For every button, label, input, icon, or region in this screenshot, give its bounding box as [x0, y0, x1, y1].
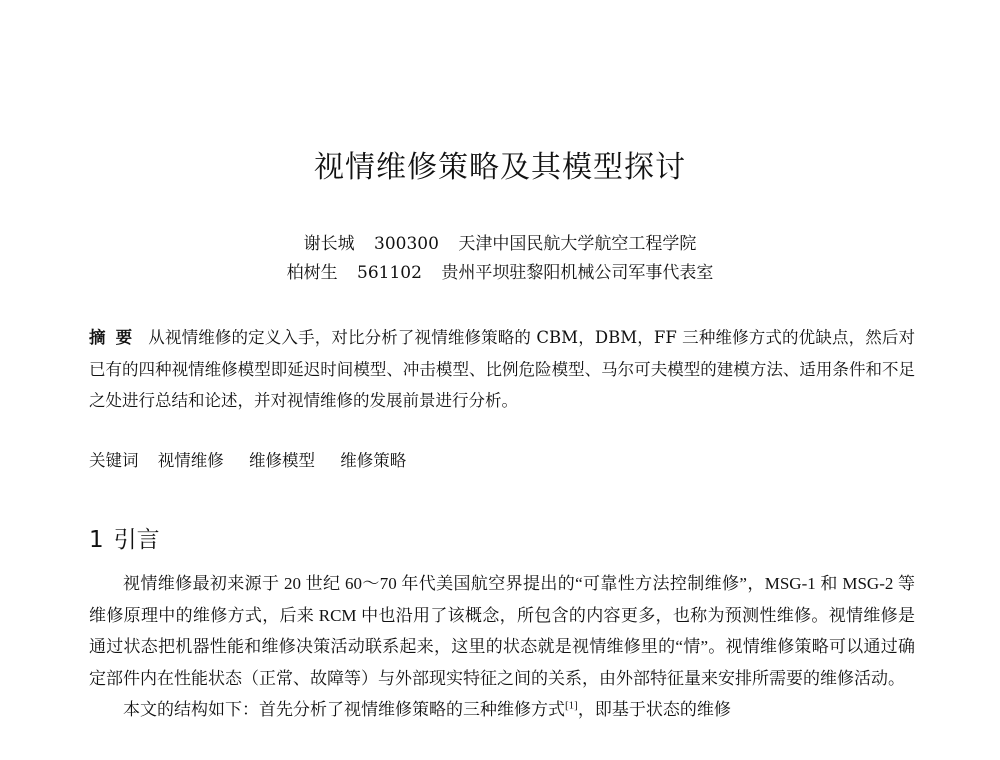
- author-postcode: 561102: [357, 263, 422, 283]
- keyword-item: 维修模型: [249, 451, 315, 470]
- author-affiliation: 贵州平坝驻黎阳机械公司军事代表室: [441, 263, 714, 283]
- paragraph-1: 视情维修最初来源于 20 世纪 60～70 年代美国航空界提出的“可靠性方法控制维修”，MSG-1 和 MSG-2 等维修原理中的维修方式，后来 RCM 中也沿用了该概念，所包含的内容更多，也称为预测性维修。视情维修是通过状态把机器性能和维修决策活动联系起来，这里的状态就是视情维修里的“情”。视情维修策略可以通过确定部件内在性能状态（正常、故障等）与外部现实特征之间的关系，由外部特征量来安排所需要的维修活动。: [89, 574, 915, 688]
- section-number: 1: [89, 527, 104, 553]
- paragraph-2: [89, 694, 915, 726]
- keyword-item: 视情维修: [157, 451, 224, 470]
- author-name: 柏树生: [286, 263, 338, 283]
- author-postcode: 300300: [374, 234, 439, 254]
- section-title: 引言: [113, 527, 160, 553]
- keywords: [89, 447, 426, 471]
- abstract-text: 从视情维修的定义入手，对比分析了视情维修策略的 CBM，DBM，FF 三种维修方式的优缺点，然后对已有的四种视情维修模型即延迟时间模型、冲击模型、比例危险模型、马尔可夫模型的建模方法、适用条件和不足之处进行总结和论述，并对视情维修的发展前景进行分析。: [89, 328, 916, 410]
- abstract: [89, 322, 915, 417]
- keyword-item: 维修策略: [340, 451, 407, 470]
- abstract-label: 摘要: [89, 328, 143, 347]
- paragraph-2-text-cont: ，即基于状态的维修: [577, 700, 731, 719]
- author-line-2: [0, 259, 1000, 288]
- section-heading: [89, 521, 160, 554]
- author-block: [0, 230, 1000, 288]
- paragraph-2-text: 本文的结构如下：首先分析了视情维修策略的三种维修方式: [123, 700, 565, 719]
- author-line-1: [0, 230, 1000, 259]
- paper-title: 视情维修策略及其模型探讨: [314, 150, 686, 185]
- author-name: 谢长城: [303, 234, 355, 254]
- keywords-label: 关键词: [89, 451, 139, 470]
- author-affiliation: 天津中国民航大学航空工程学院: [458, 234, 697, 254]
- citation-ref: [1]: [565, 699, 578, 712]
- body-text: [89, 568, 915, 726]
